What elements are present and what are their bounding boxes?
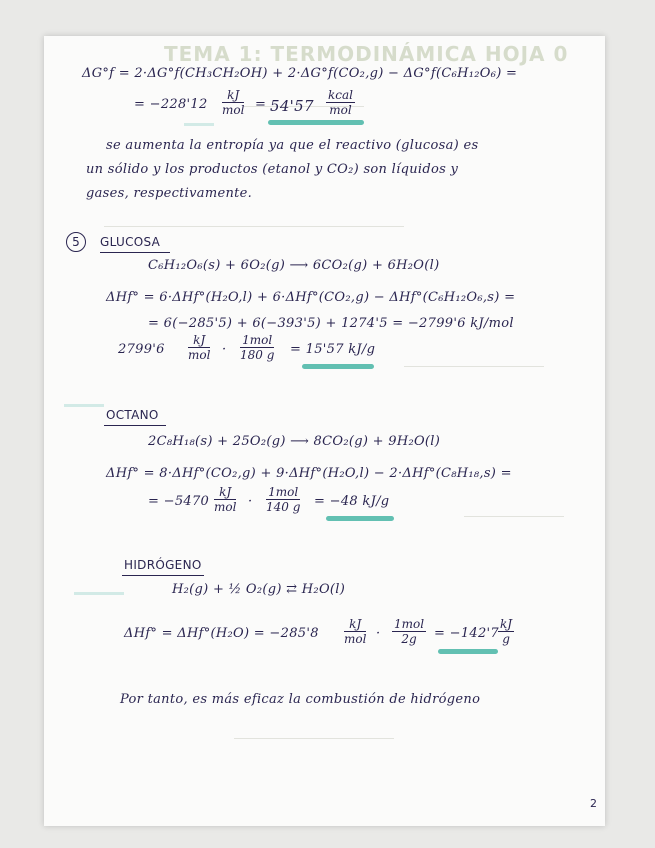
highlight-gibbs-result (268, 120, 364, 125)
hydrogen-heading: HIDRÓGENO (124, 558, 202, 572)
unit-denominator: 180 g (240, 348, 275, 362)
entropy-text-line2: un sólido y los productos (etanol y CO₂) son líquidos y (86, 162, 459, 177)
heading-underline (104, 425, 166, 426)
faint-highlight (184, 123, 214, 126)
unit-denominator: mol (214, 500, 237, 514)
hydrogen-unit-fraction (344, 617, 366, 646)
glucose-enthalpy-result: = 6(−285'5) + 6(−393'5) + 1274'5 = −2799'6 kJ/mol (148, 316, 514, 331)
gibbs-kcal-fraction (326, 88, 355, 117)
glucose-calc-value: 2799'6 (118, 342, 165, 357)
unit-numerator: kcal (328, 88, 353, 102)
glucose-unit-fraction (188, 333, 210, 362)
equals-sign: = (255, 97, 267, 112)
gibbs-value: = −228'12 (134, 97, 208, 112)
bleed-line (404, 366, 544, 367)
hydrogen-result: = −142'7 (434, 626, 499, 641)
gibbs-unit-fraction (222, 88, 244, 117)
octane-enthalpy-equation: ΔHf° = 8·ΔHf°(CO₂,g) + 9·ΔHf°(H₂O,l) − 2·ΔHf°(C₈H₁₈,s) = (106, 466, 512, 481)
octane-result: = −48 kJ/g (314, 494, 390, 509)
glucose-heading: GLUCOSA (100, 235, 161, 249)
unit-numerator: kJ (500, 617, 513, 631)
unit-denominator: mol (188, 348, 211, 362)
highlight-octane-result (326, 516, 394, 521)
octane-reaction: 2C₈H₁₈(s) + 25O₂(g) ⟶ 8CO₂(g) + 9H₂O(l) (148, 434, 441, 449)
unit-numerator: 1mol (240, 333, 274, 348)
gibbs-value-kcal: 54'57 (270, 97, 314, 115)
glucose-reaction: C₆H₁₂O₆(s) + 6O₂(g) ⟶ 6CO₂(g) + 6H₂O(l) (148, 258, 440, 273)
glucose-enthalpy-equation: ΔHf° = 6·ΔHf°(H₂O,l) + 6·ΔHf°(CO₂,g) − ΔHf°(C₆H₁₂O₆,s) = (106, 290, 516, 305)
octane-heading: OCTANO (106, 408, 159, 422)
multiply-dot: · (222, 342, 227, 357)
unit-denominator: 2g (401, 632, 417, 646)
heading-underline (122, 575, 204, 576)
unit-numerator: 1mol (266, 485, 300, 500)
bleed-line (104, 226, 404, 227)
conclusion-text: Por tanto, es más eficaz la combustión de hidrógeno (120, 692, 481, 707)
unit-denominator: g (502, 632, 510, 646)
unit-denominator: mol (329, 103, 352, 117)
section-number-circle: 5 (66, 232, 86, 252)
hydrogen-molar-fraction (392, 617, 426, 646)
bleed-line (464, 516, 564, 517)
hydrogen-result-unit (498, 617, 514, 646)
octane-unit-fraction (214, 485, 236, 514)
multiply-dot: · (248, 494, 253, 509)
bleed-through-title: TEMA 1: TERMODINÁMICA HOJA 0 (164, 42, 569, 66)
unit-denominator: 140 g (266, 500, 301, 514)
octane-molar-fraction (266, 485, 300, 514)
heading-underline (100, 252, 170, 253)
entropy-text-line3: gases, respectivamente. (86, 186, 253, 201)
unit-numerator: kJ (188, 333, 210, 348)
unit-numerator: kJ (344, 617, 366, 632)
gibbs-equation: ΔG°f = 2·ΔG°f(CH₃CH₂OH) + 2·ΔG°f(CO₂,g) − ΔG°f(C₆H₁₂O₆) = (82, 66, 518, 81)
unit-numerator: kJ (214, 485, 236, 500)
faint-highlight (64, 404, 104, 407)
notebook-page (44, 36, 605, 826)
unit-numerator: 1mol (394, 617, 425, 631)
multiply-dot: · (376, 626, 381, 641)
faint-highlight (74, 592, 124, 595)
hydrogen-reaction: H₂(g) + ½ O₂(g) ⇄ H₂O(l) (172, 582, 346, 597)
bleed-line (234, 738, 394, 739)
unit-numerator: kJ (222, 88, 244, 103)
entropy-text-line1: se aumenta la entropía ya que el reactivo (glucosa) es (106, 138, 479, 153)
highlight-glucose-result (302, 364, 374, 369)
page-number: 2 (590, 797, 597, 810)
unit-denominator: mol (222, 103, 245, 117)
octane-value: = −5470 (148, 494, 210, 509)
hydrogen-enthalpy-equation: ΔHf° = ΔHf°(H₂O) = −285'8 (124, 626, 319, 641)
highlight-hydrogen-result (438, 649, 498, 654)
glucose-molar-fraction (240, 333, 274, 362)
glucose-result: = 15'57 kJ/g (290, 342, 376, 357)
unit-denominator: mol (344, 632, 367, 646)
